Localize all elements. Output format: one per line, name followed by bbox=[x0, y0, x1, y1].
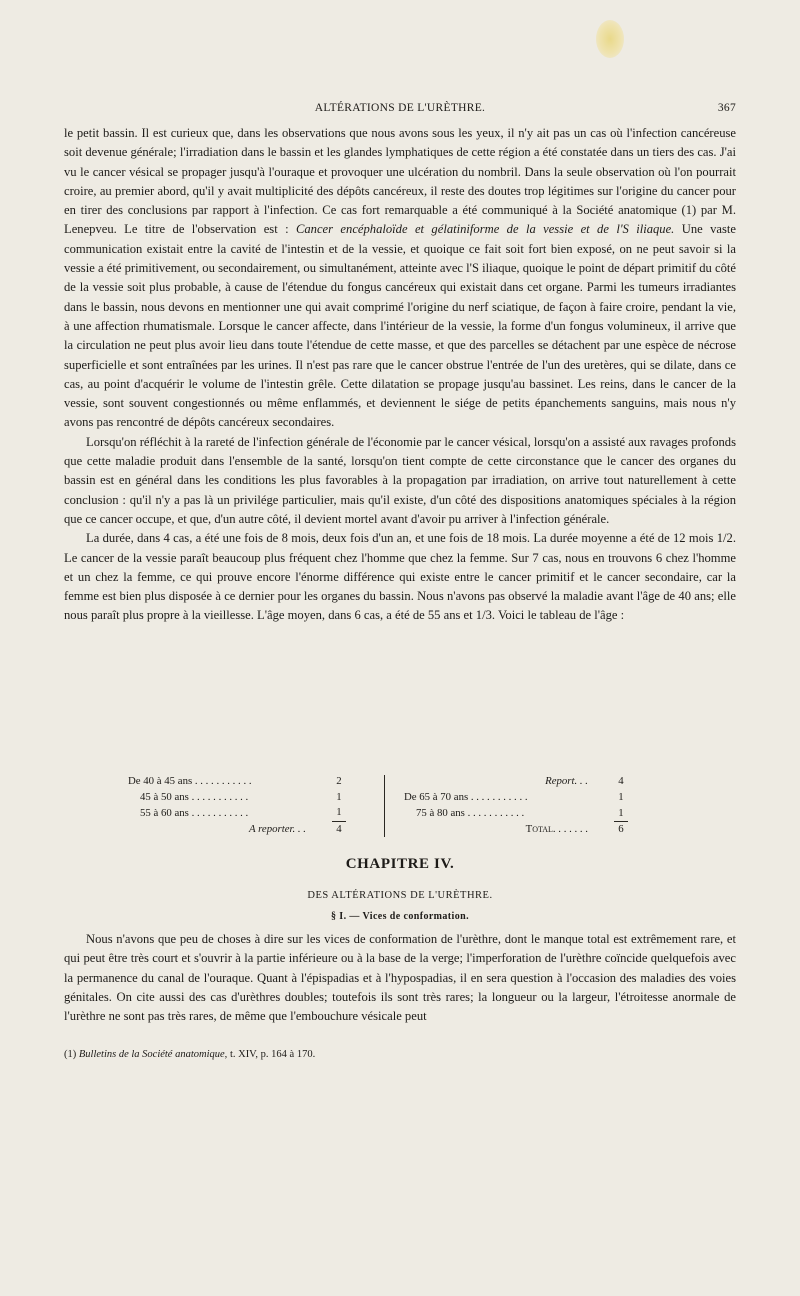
observation-title: Cancer encéphaloïde et gélatiniforme de la vessie et de l'S iliaque. bbox=[295, 222, 675, 237]
age-label: 75 à 80 ans . . . . . . . . . . . bbox=[416, 807, 525, 819]
running-head-title: ALTÉRATIONS DE L'URÈTHRE. bbox=[314, 102, 486, 114]
age-row-report bbox=[404, 773, 628, 789]
paragraph-1 bbox=[64, 124, 736, 433]
age-row bbox=[128, 773, 346, 789]
footnote-marker: (1) bbox=[64, 1049, 77, 1060]
body-text bbox=[64, 124, 736, 626]
footnote bbox=[64, 1049, 736, 1060]
age-row bbox=[404, 805, 628, 821]
total-label: Total. . . . . . . bbox=[525, 823, 588, 835]
age-row-subtotal bbox=[128, 821, 346, 837]
paragraph-1-text: le petit bassin. Il est curieux que, dans les observations que nous avons sous les yeux, il n'y ait pas un cas où l'infection cancéreuse soit devenue générale; l'irradiation dans le bassin et les glandes lymphatiques de cette région a été constatée dans un tiers des cas. J'ai vu le cancer vésical se propager jusqu'à l'ouraque et provoquer une ulcération du nombril. Dans la seule observation où l'on pourrait croire, au premier abord, qu'il y avait multiplicité des dépôts cancéreux, il reste des doutes trop légitimes sur l'origine du cancer pour en tirer des conclusions par rapport à l'infection. Ce cas fort remarquable a été communiqué à la Société anatomique (1) par M. Lenepveu. Le titre de l'observation est : bbox=[64, 126, 736, 237]
chapter-title: CHAPITRE IV. bbox=[345, 856, 455, 872]
footnote-source: Bulletins de la Société anatomique, bbox=[78, 1049, 228, 1060]
running-head bbox=[64, 102, 736, 118]
age-count: 1 bbox=[336, 806, 342, 818]
paragraph-2: Lorsqu'on réfléchit à la rareté de l'infection générale de l'économie par le cancer vésical, lorsqu'on a assisté aux ravages profonds que cette maladie produit dans l'ensemble de la santé, lorsqu'on tient compte de cette circonstance que le cancer des organes du bassin est en général dans les conditions les plus favorables à la propagation par irradiation, on arrive tout naturellement à cette conclusion : qu'il n'y a pas là un privilége particulier, mais qu'il existe, d'un côté des dispositions anatomiques spéciales à la région que ce cancer occupe, et que, d'un autre côté, il devient mortel avant d'avoir pu arriver à l'infection générale. bbox=[64, 434, 736, 526]
age-count: 1 bbox=[336, 791, 342, 803]
report-count: 4 bbox=[618, 775, 624, 787]
age-row-total bbox=[404, 821, 628, 837]
chapter-body-text bbox=[64, 930, 736, 1026]
subtotal-count: 4 bbox=[332, 821, 346, 837]
paragraph-1-tail: Une vaste communication existait entre la cavité de l'intestin et de la vessie, et quoique ce fait soit fort bien exposé, on ne peut savoir si la vessie a été primitivement, ou secondairement, ou simultanément, atteinte avec l'S iliaque, quoique le point de départ primitif du côté de la vessie soit plus probable, à cause de l'étendue du fongus cancéreux qui existait dans cet organe. Parmi les tumeurs irradiantes dans le bassin, nous devons en mentionner une qui avait comprimé l'origine du nerf sciatique, de façon à faire croire, pendant la vie, à une affection rhumatismale. Lorsque le cancer affecte, dans l'intérieur de la vessie, la forme d'un fongus volumineux, il arrive que la circulation ne peut plus avoir lieu dans toute l'étendue de cette masse, et que des parcelles se détachent par une espèce de nécrose superficielle et sont entraînées par les urines. Il n'est pas rare que le cancer obstrue l'entrée de l'un des uretères, qui se dilate, dans ce cas, au point d'acquérir le volume de l'intestin grêle. Cette dilatation se propage jusqu'au bassinet. Les reins, dans le cancer de la vessie, sont souvent congestionnés ou même enflammés, et deviennent le siége de petits épanchements sanguins, mais nous n'y avons pas rencontré de dépôts cancéreux secondaires. bbox=[64, 222, 736, 430]
table-divider bbox=[384, 775, 385, 837]
chapter-paragraph: Nous n'avons que peu de choses à dire sur les vices de conformation de l'urèthre, dont le manque total est extrêmement rare, et qui peut être très court et s'ouvrir à la partie inférieure ou à la base de la verge; l'imperforation de l'urèthre coïncide quelquefois avec la permanence du canal de l'ouraque. Quant à l'épispadias et à l'hypospadias, il en sera question à l'occasion des maladies des voies génitales. On cite aussi des cas d'urèthres doubles; toutefois ils sont très rares; la longueur ou la largeur, l'étroitesse anormale de l'urèthre ne sont pas très rares, de même que l'embouchure vésicale peut bbox=[64, 932, 736, 1024]
report-label: Report. . . bbox=[545, 775, 588, 787]
section-heading: § I. — Vices de conformation. bbox=[331, 911, 469, 922]
total-count: 6 bbox=[614, 821, 628, 837]
age-row bbox=[404, 789, 628, 805]
chapter-subtitle: DES ALTÉRATIONS DE L'URÈTHRE. bbox=[307, 890, 493, 901]
age-label: 45 à 50 ans . . . . . . . . . . . bbox=[140, 791, 249, 803]
page-number: 367 bbox=[717, 102, 736, 114]
age-table bbox=[128, 773, 672, 837]
age-table-left-column bbox=[128, 773, 346, 837]
age-table-right-column bbox=[404, 773, 628, 837]
age-label: De 65 à 70 ans . . . . . . . . . . . bbox=[404, 791, 528, 803]
age-count: 1 bbox=[618, 807, 624, 819]
age-row bbox=[128, 789, 346, 805]
paper-stain bbox=[596, 20, 624, 58]
age-count: 2 bbox=[336, 775, 342, 787]
reporter-label: A reporter. . . bbox=[249, 823, 306, 835]
age-label: De 40 à 45 ans . . . . . . . . . . . bbox=[128, 775, 252, 787]
age-count: 1 bbox=[618, 791, 624, 803]
paragraph-3: La durée, dans 4 cas, a été une fois de 8 mois, deux fois d'un an, et une fois de 18 mois. La durée moyenne a été de 12 mois 1/2. Le cancer de la vessie paraît beaucoup plus fréquent chez l'homme que chez la femme. Sur 7 cas, nous en trouvons 6 chez l'homme et un chez la femme, ce qui prouve encore l'énorme différence qui existe entre le cancer primitif et le cancer secondaire, car la femme est bien plus disposée à ce dernier pour les organes du bassin. Nous n'avons pas observé la maladie avant l'âge de 40 ans; elle nous paraît plus propre à la vieillesse. L'âge moyen, dans 6 cas, a été de 55 ans et 1/3. Voici le tableau de l'âge : bbox=[64, 531, 736, 623]
footnote-reference: t. XIV, p. 164 à 170. bbox=[229, 1049, 316, 1060]
age-label: 55 à 60 ans . . . . . . . . . . . bbox=[140, 807, 249, 819]
age-row bbox=[128, 805, 346, 821]
